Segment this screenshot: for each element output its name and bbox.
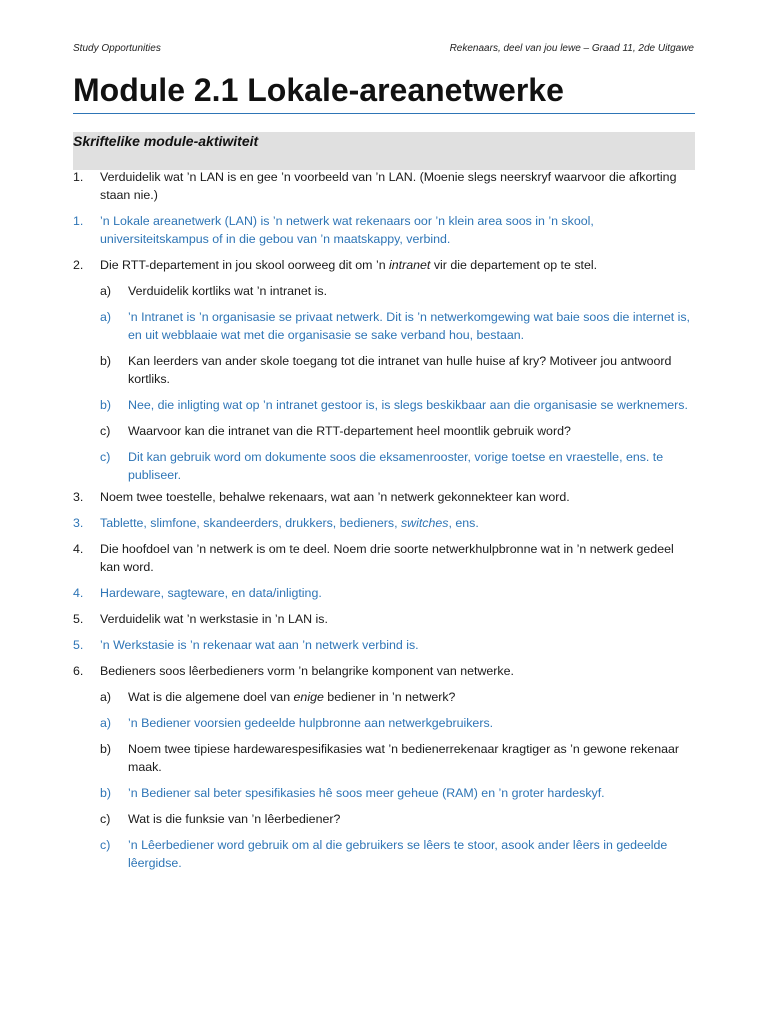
- item-text: Waarvoor kan die intranet van die RTT-departement heel moontlik gebruik word?: [128, 424, 571, 438]
- question-4: [73, 540, 695, 576]
- item-text: Noem twee toestelle, behalwe rekenaars, wat aan ’n netwerk gekonnekteer kan word.: [100, 490, 570, 504]
- title-underline: [73, 113, 695, 114]
- question-2a: [73, 282, 695, 300]
- item-letter: a): [100, 284, 112, 298]
- item-letter: a): [100, 690, 112, 704]
- item-text: Noem twee tipiese hardewarespesifikasies wat ’n bedienerrekenaar kragtiger as ’n gewone rekenaar maak.: [128, 742, 679, 774]
- answer-2a: [73, 308, 695, 344]
- item-number: 1.: [73, 170, 84, 184]
- section-heading: Skriftelike module-aktiwiteit: [73, 133, 259, 149]
- question-3: [73, 488, 695, 506]
- item-letter: b): [100, 742, 112, 756]
- question-2: [73, 256, 695, 274]
- answer-1: [73, 212, 695, 248]
- running-header-right: Rekenaars, deel van jou lewe – Graad 11, 2de Uitgawe: [449, 43, 694, 54]
- item-number: 5.: [73, 638, 84, 652]
- item-text: ’n Lokale areanetwerk (LAN) is ’n netwerk wat rekenaars oor ’n klein area soos in ’n skool, universiteitskampus of in die gebou van ’n maatskappy, verbind.: [100, 214, 594, 246]
- item-letter: a): [100, 310, 112, 324]
- item-number: 3.: [73, 516, 84, 530]
- question-6: [73, 662, 695, 680]
- running-header-left: Study Opportunities: [73, 43, 161, 54]
- item-text: Bedieners soos lêerbedieners vorm ’n belangrike komponent van netwerke.: [100, 664, 514, 678]
- answer-4: [73, 584, 695, 602]
- item-text: Wat is die algemene doel van enige bediener in ’n netwerk?: [128, 690, 456, 704]
- item-number: 5.: [73, 612, 84, 626]
- item-letter: c): [100, 812, 111, 826]
- item-text: ’n Bediener voorsien gedeelde hulpbronne aan netwerkgebruikers.: [128, 716, 494, 730]
- item-number: 4.: [73, 542, 84, 556]
- item-letter: a): [100, 716, 112, 730]
- item-text: Verduidelik kortliks wat ’n intranet is.: [128, 284, 328, 298]
- answer-6b: [73, 784, 695, 802]
- item-text: Verduidelik wat ’n LAN is en gee ’n voorbeeld van ’n LAN. (Moenie slegs neerskryf waarvoor die afkorting staan nie.): [100, 170, 677, 202]
- item-text: Die RTT-departement in jou skool oorweeg dit om ’n intranet vir die departement op te stel.: [100, 258, 598, 272]
- activity-list: [73, 168, 695, 880]
- item-text: ’n Lêerbediener word gebruik om al die gebruikers se lêers te stoor, asook ander lêers in gedeelde lêergidse.: [128, 838, 668, 870]
- item-text: Wat is die funksie van ’n lêerbediener?: [128, 812, 341, 826]
- item-letter: b): [100, 786, 112, 800]
- answer-2b: [73, 396, 695, 414]
- item-letter: b): [100, 398, 112, 412]
- item-text: Kan leerders van ander skole toegang tot die intranet van hulle huise af kry? Motiveer jou antwoord kortliks.: [128, 354, 672, 386]
- item-letter: c): [100, 424, 111, 438]
- section-heading-band: [73, 132, 695, 170]
- item-letter: c): [100, 838, 111, 852]
- question-2b: [73, 352, 695, 388]
- page-title: Module 2.1 Lokale-areanetwerke: [73, 72, 564, 108]
- item-text: Die hoofdoel van ’n netwerk is om te deel. Noem drie soorte netwerkhulpbronne wat in ’n netwerk gedeel kan word.: [100, 542, 674, 574]
- item-number: 1.: [73, 214, 84, 228]
- question-6c: [73, 810, 695, 828]
- item-text: ’n Bediener sal beter spesifikasies hê soos meer geheue (RAM) en ’n groter hardeskyf.: [128, 786, 605, 800]
- item-text: ’n Intranet is ’n organisasie se privaat netwerk. Dit is ’n netwerkomgewing wat baie soos die internet is, en uit webblaaie wat met die organisasie se sake verband hou, bestaan.: [128, 310, 690, 342]
- item-letter: c): [100, 450, 111, 464]
- item-letter: b): [100, 354, 112, 368]
- question-6a: [73, 688, 695, 706]
- item-number: 2.: [73, 258, 84, 272]
- answer-6a: [73, 714, 695, 732]
- answer-2c: [73, 448, 695, 484]
- item-number: 4.: [73, 586, 84, 600]
- item-text: Hardeware, sagteware, en data/inligting.: [100, 586, 322, 600]
- question-6b: [73, 740, 695, 776]
- question-2c: [73, 422, 695, 440]
- question-1: [73, 168, 695, 204]
- item-text: Nee, die inligting wat op ’n intranet gestoor is, is slegs beskikbaar aan die organisasie se werknemers.: [128, 398, 688, 412]
- item-number: 3.: [73, 490, 84, 504]
- item-text: Dit kan gebruik word om dokumente soos die eksamenrooster, vorige toetse en vraestelle, ens. te publiseer.: [128, 450, 664, 482]
- answer-5: [73, 636, 695, 654]
- item-text: Tablette, slimfone, skandeerders, drukkers, bedieners, switches, ens.: [100, 516, 479, 530]
- item-text: ’n Werkstasie is ’n rekenaar wat aan ’n netwerk verbind is.: [100, 638, 419, 652]
- question-5: [73, 610, 695, 628]
- answer-6c: [73, 836, 695, 872]
- item-text: Verduidelik wat ’n werkstasie in ’n LAN is.: [100, 612, 328, 626]
- item-number: 6.: [73, 664, 84, 678]
- answer-3: [73, 514, 695, 532]
